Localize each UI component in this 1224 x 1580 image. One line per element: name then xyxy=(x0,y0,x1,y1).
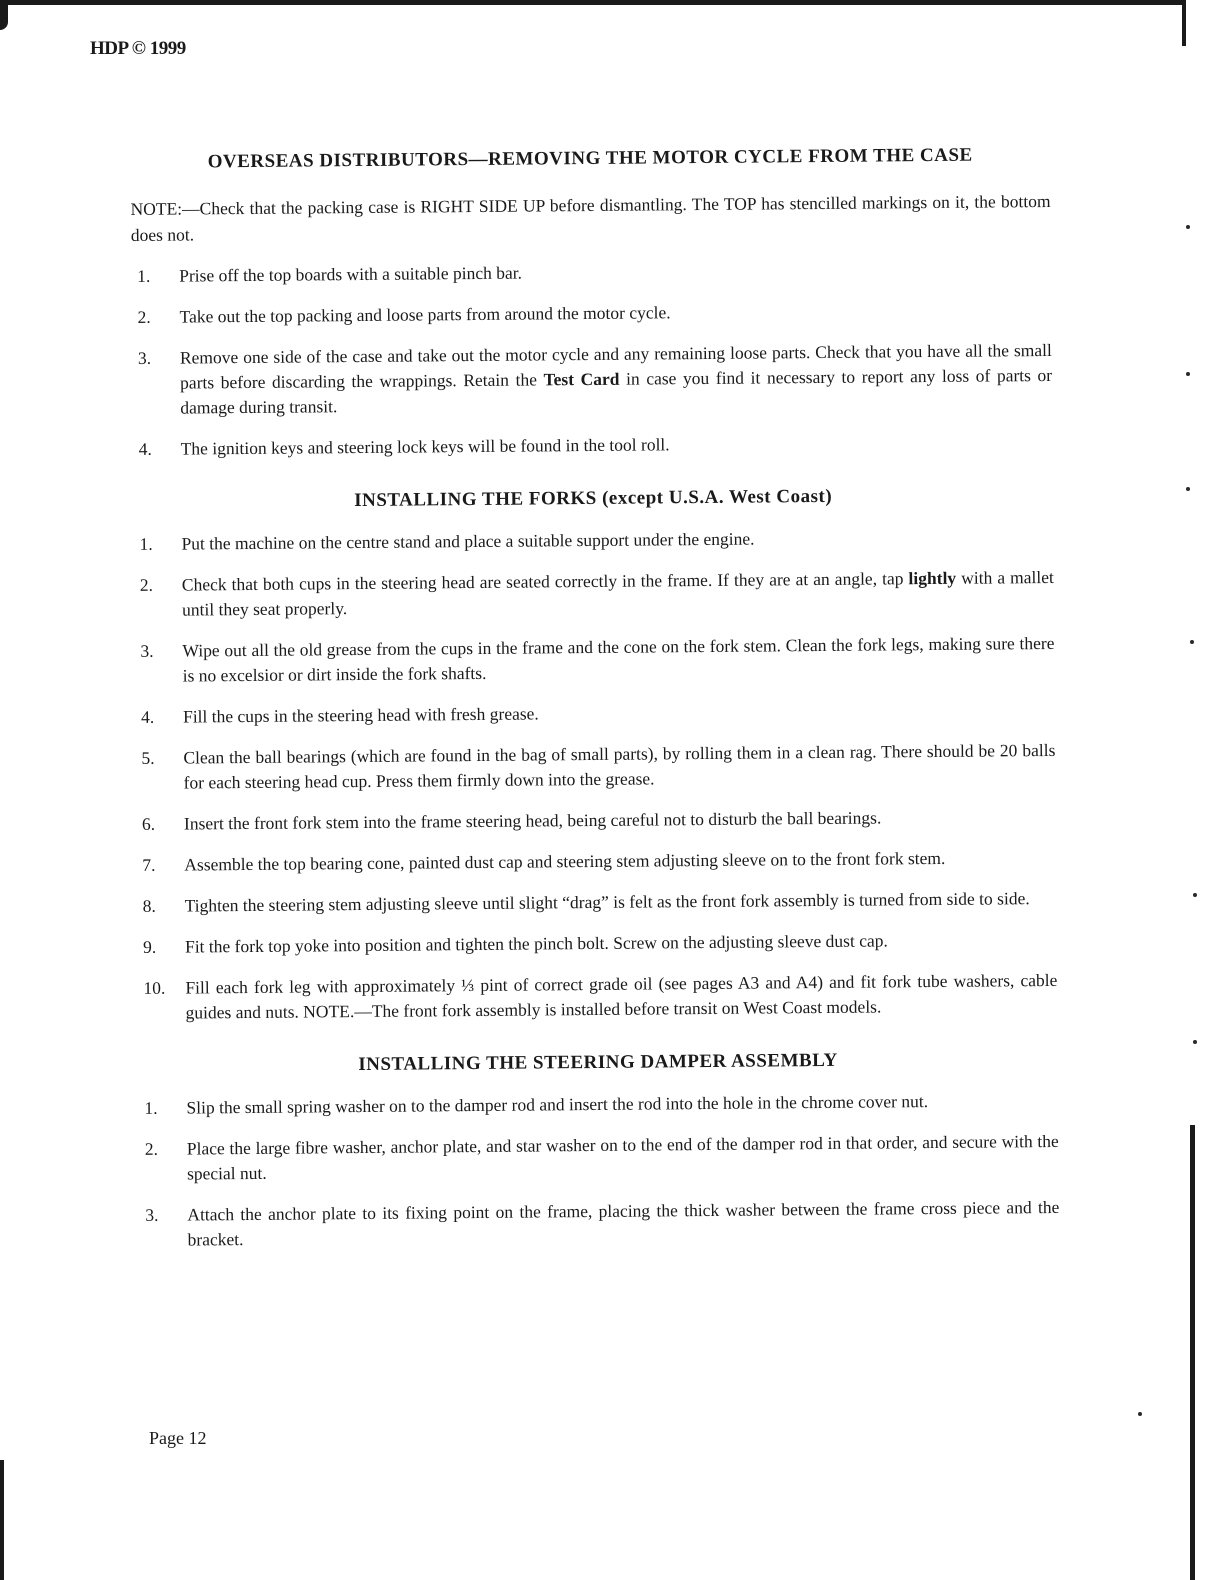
step-text: Take out the top packing and loose parts from around the motor cycle. xyxy=(179,302,671,327)
test-card-emphasis: Test Card xyxy=(543,368,620,390)
list-item xyxy=(134,565,1054,623)
list-item xyxy=(133,524,1053,557)
list-item xyxy=(139,1129,1059,1187)
step-text: Slip the small spring washer on to the damper rod and insert the rod into the hole in the chrome cover nut. xyxy=(186,1091,929,1118)
list-item xyxy=(135,697,1055,730)
list-item xyxy=(134,631,1054,689)
step-text: Wipe out all the old grease from the cups in the frame and the cone on the fork stem. Clean the fork legs, making sure there is no excelsior or dirt inside the fork shafts. xyxy=(182,632,1055,686)
document-page xyxy=(130,132,1060,1269)
step-text: Fill the cups in the steering head with fresh grease. xyxy=(182,703,539,727)
step-number: 8. xyxy=(142,895,156,916)
scan-speck xyxy=(1186,372,1190,376)
step-text-part: with a mallet until they seat properly. xyxy=(182,566,1054,620)
step-text xyxy=(182,565,1054,623)
section-title-damper: INSTALLING THE STEERING DAMPER ASSEMBLY xyxy=(358,1049,838,1076)
step-text: Fill each fork leg with approximately ⅓ pint of correct grade oil (see pages A3 and A4) and fit fork tube washers, cable guides and nuts. NOTE.—The front fork assembly is installed before transit on West Coast models. xyxy=(185,969,1058,1023)
list-item xyxy=(138,1088,1058,1121)
step-number: 2. xyxy=(139,574,154,595)
scan-edge-right-top xyxy=(1182,0,1186,46)
step-text: The ignition keys and steering lock keys will be found in the tool roll. xyxy=(180,434,670,459)
damper-steps-list xyxy=(138,1088,1059,1253)
step-number: 10. xyxy=(143,977,166,998)
scan-speck xyxy=(1186,487,1190,491)
scan-edge-top xyxy=(0,0,1186,5)
scan-edge-left xyxy=(0,1460,4,1580)
step-text: Assemble the top bearing cone, painted dust cap and steering stem adjusting sleeve on to the front fork stem. xyxy=(184,847,946,875)
list-item xyxy=(135,738,1055,796)
scan-corner-top-left xyxy=(0,0,8,30)
step-text-part: Check that both cups in the steering head are seated correctly in the frame. If they are at an angle, tap xyxy=(181,568,909,595)
step-text: Place the large fibre washer, anchor plate, and star washer on to the end of the damper rod in that order, and secure with the special nut. xyxy=(186,1130,1059,1184)
scan-speck xyxy=(1138,1412,1142,1416)
step-number: 1. xyxy=(137,265,151,286)
list-item xyxy=(137,968,1057,1026)
removing-steps-list xyxy=(131,256,1053,462)
section-title-removing: OVERSEAS DISTRIBUTORS—REMOVING THE MOTOR CYCLE FROM THE CASE xyxy=(207,144,973,173)
step-number: 3. xyxy=(145,1204,159,1225)
scan-speck xyxy=(1193,893,1197,897)
step-number: 4. xyxy=(138,438,152,459)
step-number: 3. xyxy=(140,640,154,661)
step-number: 9. xyxy=(142,936,157,957)
list-item xyxy=(136,804,1056,837)
step-number: 1. xyxy=(144,1097,158,1118)
list-item xyxy=(139,1195,1059,1253)
list-item xyxy=(137,927,1057,960)
step-number: 2. xyxy=(144,1138,159,1159)
step-number: 6. xyxy=(141,813,156,834)
step-number: 1. xyxy=(139,533,153,554)
step-text: Tighten the steering stem adjusting sleeve until slight “drag” is felt as the front fork assembly is turned from side to side. xyxy=(184,888,1030,916)
step-number: 5. xyxy=(141,747,155,768)
scan-edge-right xyxy=(1190,1125,1195,1580)
list-item xyxy=(132,338,1053,421)
forks-steps-list xyxy=(133,524,1057,1026)
list-item xyxy=(136,845,1056,878)
step-number: 2. xyxy=(137,306,151,327)
step-text-part: Remove one side of the case and take out the motor cycle and any remaining loose parts. Check that you have all the small parts before discarding the wrappings. Retain the xyxy=(179,339,1052,393)
step-text: Prise off the top boards with a suitable pinch bar. xyxy=(179,262,523,286)
step-number: 4. xyxy=(140,706,155,727)
step-text xyxy=(180,338,1053,421)
list-item xyxy=(131,256,1051,289)
scan-speck xyxy=(1186,225,1190,229)
step-text: Insert the front fork stem into the frame steering head, being careful not to disturb the ball bearings. xyxy=(183,807,882,834)
list-item xyxy=(133,429,1053,462)
step-text: Attach the anchor plate to its fixing point on the frame, placing the thick washer between the frame cross piece and the bracket. xyxy=(187,1196,1060,1250)
scan-speck xyxy=(1193,1040,1197,1044)
packing-note: NOTE:—Check that the packing case is RIGHT SIDE UP before dismantling. The TOP has stencilled markings on it, the bottom does not. xyxy=(130,190,1051,245)
list-item xyxy=(137,886,1057,919)
step-text: Fit the fork top yoke into position and tighten the pinch bolt. Screw on the adjusting sleeve dust cap. xyxy=(184,930,888,957)
section-title-forks: INSTALLING THE FORKS (except U.S.A. West Coast) xyxy=(354,485,833,512)
step-text: Clean the ball bearings (which are found in the bag of small parts), by rolling them in a clean rag. There should be 20 balls for each steering head cup. Press them firmly down into the grease. xyxy=(183,739,1056,793)
list-item xyxy=(131,297,1051,330)
copyright-mark: HDP © 1999 xyxy=(90,38,186,59)
scan-speck xyxy=(1190,640,1194,644)
page-number: Page 12 xyxy=(149,1428,207,1448)
step-text-part: in case you find it necessary to report any loss of parts or damage during transit. xyxy=(180,364,1053,418)
step-number: 7. xyxy=(142,854,156,875)
lightly-emphasis: lightly xyxy=(908,567,957,589)
step-text: Put the machine on the centre stand and place a suitable support under the engine. xyxy=(181,528,755,554)
step-number: 3. xyxy=(137,347,152,368)
